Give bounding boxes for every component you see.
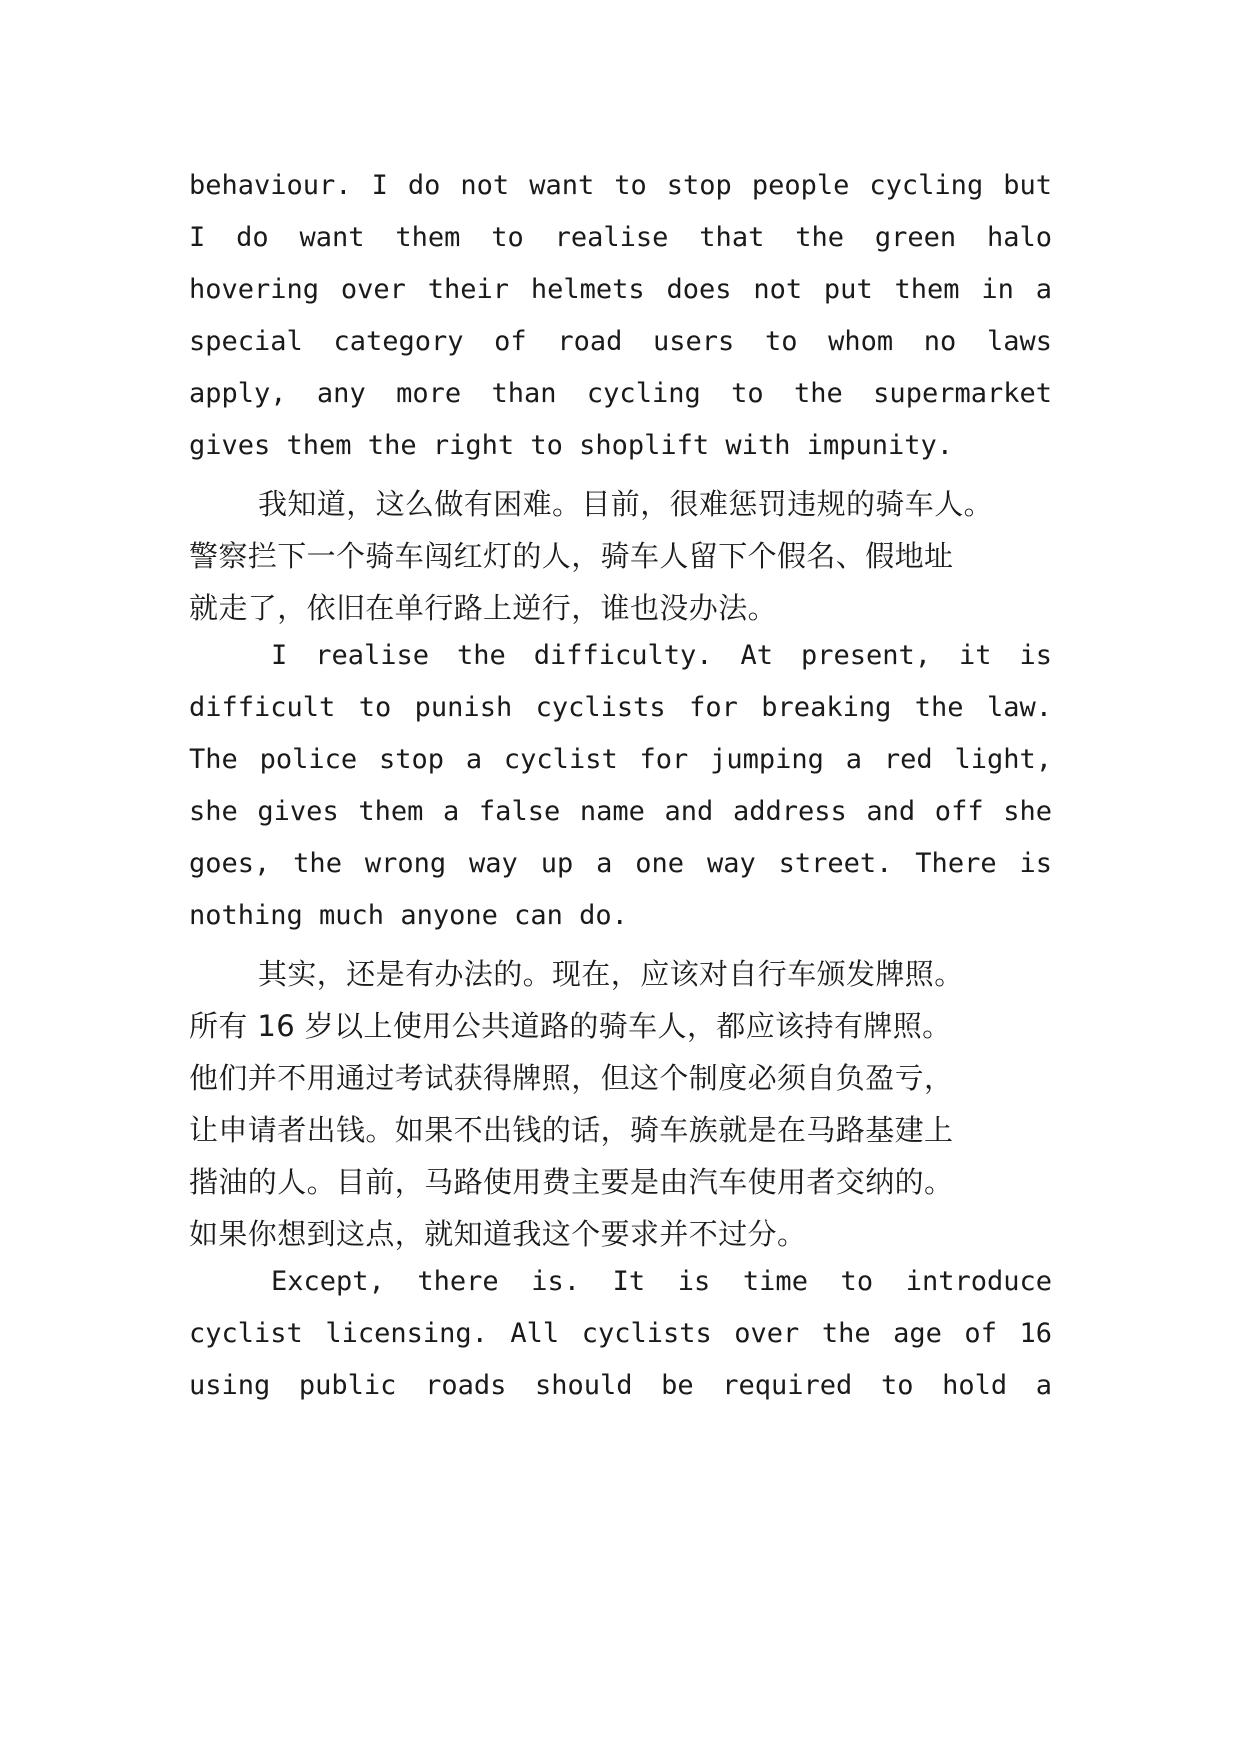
text-line: Except, there is. It is time to introduce bbox=[271, 1266, 1052, 1297]
text-line: goes, the wrong way up a one way street. There is bbox=[189, 848, 1052, 879]
text-line: 我知道，这么做有困难。目前，很难惩罚违规的骑车人。 bbox=[258, 487, 994, 521]
text-line: 就走了，依旧在单行路上逆行，谁也没办法。 bbox=[189, 591, 778, 625]
text-line: 揩油的人。目前，马路使用费主要是由汽车使用者交纳的。 bbox=[189, 1165, 954, 1199]
text-line: 所有 16 岁以上使用公共道路的骑车人，都应该持有牌照。 bbox=[189, 1009, 952, 1043]
text-line: 他们并不用通过考试获得牌照，但这个制度必须自负盈亏， bbox=[189, 1061, 954, 1095]
text-line: The police stop a cyclist for jumping a red light, bbox=[189, 744, 1052, 775]
text-line: 如果你想到这点，就知道我这个要求并不过分。 bbox=[189, 1217, 807, 1251]
text-line: special category of road users to whom no laws bbox=[189, 326, 1052, 357]
text-line: nothing much anyone can do. bbox=[189, 900, 628, 931]
text-line: I do want them to realise that the green halo bbox=[189, 222, 1052, 253]
text-line: hovering over their helmets does not put them in a bbox=[189, 274, 1052, 305]
text-line: behaviour. I do not want to stop people cycling but bbox=[189, 170, 1052, 201]
text-line: she gives them a false name and address and off she bbox=[189, 796, 1052, 827]
text-line: using public roads should be required to hold a bbox=[189, 1370, 1052, 1401]
text-line: apply, any more than cycling to the supermarket bbox=[189, 378, 1052, 409]
text-line: cyclist licensing. All cyclists over the age of 16 bbox=[189, 1318, 1052, 1349]
text-line: 其实，还是有办法的。现在，应该对自行车颁发牌照。 bbox=[258, 957, 964, 991]
text-line: gives them the right to shoplift with impunity. bbox=[189, 430, 954, 461]
text-line: I realise the difficulty. At present, it is bbox=[271, 640, 1052, 671]
text-line: difficult to punish cyclists for breaking the law. bbox=[189, 692, 1052, 723]
text-line: 让申请者出钱。如果不出钱的话，骑车族就是在马路基建上 bbox=[189, 1113, 954, 1147]
text-line: 警察拦下一个骑车闯红灯的人，骑车人留下个假名、假地址 bbox=[189, 539, 954, 573]
